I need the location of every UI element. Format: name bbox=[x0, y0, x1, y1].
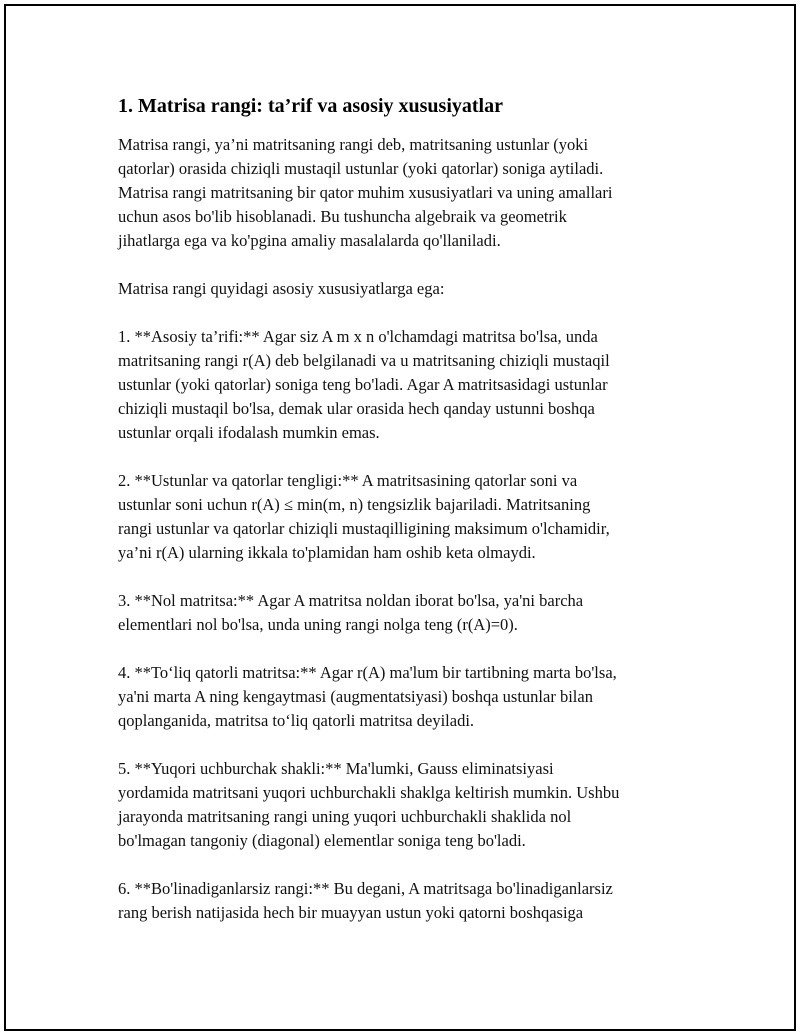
document-body bbox=[118, 93, 690, 949]
properties-intro-paragraph: Matrisa rangi quyidagi asosiy xususiyatlarga ega: bbox=[118, 279, 445, 298]
property-1-paragraph: 1. **Asosiy ta’rifi:** Agar siz A m x n o'lchamdagi matritsa bo'lsa, unda matritsaning rangi r(A) deb belgilanadi va u matritsaning chiziqli mustaqil ustunlar (yoki qatorlar) soniga teng bo'ladi. Agar A matritsasidagi ustunlar chiziqli mustaqil bo'lsa, demak ular orasida hech qanday ustunni boshqa ustunlar orqali ifodalash mumkin emas. bbox=[118, 327, 610, 442]
property-4-paragraph: 4. **To‘liq qatorli matritsa:** Agar r(A) ma'lum bir tartibning marta bo'lsa, ya'ni marta A ning kengaytmasi (augmentatsiyasi) boshqa ustunlar bilan qoplanganida, matritsa to‘liq qatorli matritsa deyiladi. bbox=[118, 663, 617, 730]
property-5-paragraph: 5. **Yuqori uchburchak shakli:** Ma'lumki, Gauss eliminatsiyasi yordamida matritsani yuqori uchburchakli shaklga keltirish mumkin. Ushbu jarayonda matritsaning rangi uning yuqori uchburchakli shaklida nol bo'lmagan tangoniy (diagonal) elementlar soniga teng bo'ladi. bbox=[118, 759, 620, 850]
intro-paragraph: Matrisa rangi, ya’ni matritsaning rangi deb, matritsaning ustunlar (yoki qatorlar) orasida chiziqli mustaqil ustunlar (yoki qatorlar) soniga aytiladi. Matrisa rangi matritsaning bir qator muhim xususiyatlari va uning amallari uchun asos bo'lib hisoblanadi. Bu tushuncha algebraik va geometrik jihatlarga ega va ko'pgina amaliy masalalarda qo'llaniladi. bbox=[118, 135, 613, 250]
property-3-paragraph: 3. **Nol matritsa:** Agar A matritsa noldan iborat bo'lsa, ya'ni barcha elementlari nol bo'lsa, unda uning rangi nolga teng (r(A)=0). bbox=[118, 591, 584, 634]
property-2-paragraph: 2. **Ustunlar va qatorlar tengligi:** A matritsasining qatorlar soni va ustunlar soni uchun r(A) ≤ min(m, n) tengsizlik bajariladi. Matritsaning rangi ustunlar va qatorlar chiziqli mustaqilligining maksimum o'lchamidir, ya’ni r(A) ularning ikkala to'plamidan ham oshib keta olmaydi. bbox=[118, 471, 610, 562]
property-6-paragraph: 6. **Bo'linadiganlarsiz rangi:** Bu degani, A matritsaga bo'linadiganlarsiz rang berish natijasida hech bir muayyan ustun yoki qatorni boshqasiga bbox=[118, 879, 613, 922]
section-heading: 1. Matrisa rangi: ta’rif va asosiy xususiyatlar bbox=[118, 95, 503, 117]
